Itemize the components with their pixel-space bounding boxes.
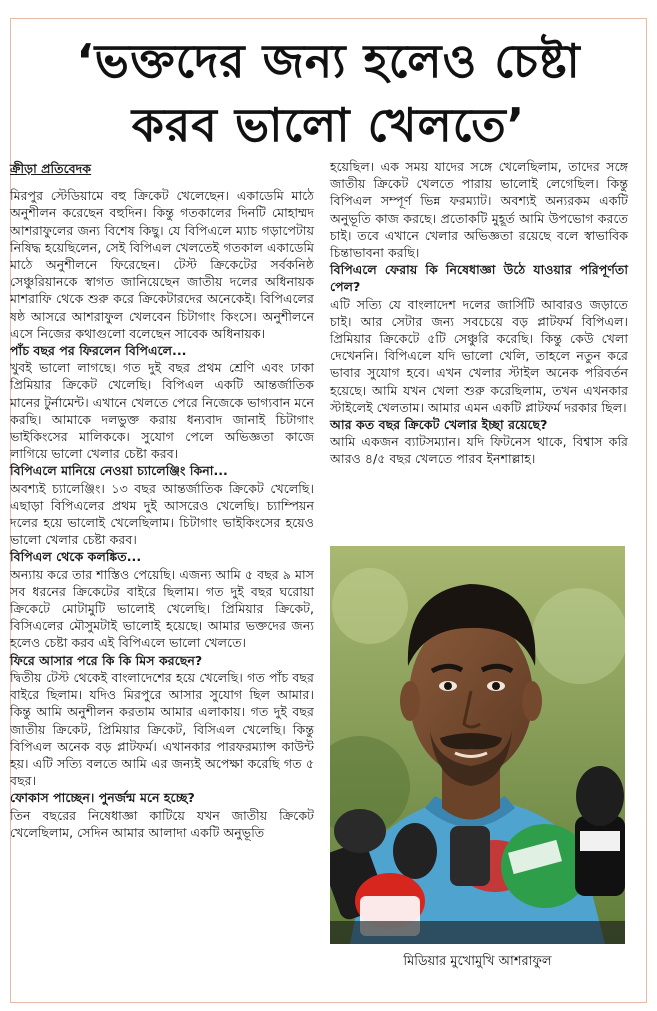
question-2: বিপিএলে মানিয়ে নেওয়া চ্যালেঞ্জিং কিনা... xyxy=(10,463,228,479)
question-1: পাঁচ বছর পর ফিরলেন বিপিএলে... xyxy=(10,343,187,359)
answer-4: দ্বিতীয় টেস্ট থেকেই বাংলাদেশের হয়ে খেলেছি। গত পাঁচ বছর বাইরে ছিলাম। যদিও মিরপুরে আসার সুযোগ ছিল আমার। কিন্তু আমি অনুশীলন করতাম আমার এলাকায়। গত দুই বছর জাতীয় ক্রিকেট, প্রিমিয়ার ক্রিকেট, বিসিএল খেলেছি। কিন্তু বিপিএল অনেক বড় প্লাটফর্ম। এখানকার পারফরম্যান্স কাউন্ট হয়। এটি সত্যি বলতে আমি এর জন্যই অপেক্ষা করেছি গত ৫ বছর। xyxy=(10,669,314,789)
article-column-right xyxy=(330,158,628,468)
player-with-microphones-photo xyxy=(330,546,625,944)
headline-line-1: ‘ভক্তদের জন্য হলেও চেষ্টা xyxy=(76,34,581,88)
answer-3: অন্যায় করে তার শাস্তিও পেয়েছি। এজন্য আমি ৫ বছর ৯ মাস সব ধরনের ক্রিকেটের বাইরে ছিলাম। গত দুই বছর ঘরোয়া ক্রিকেটে মোটামুটি ভালোই খেলেছি। প্রিমিয়ার ক্রিকেট, বিসিএলের মৌসুমটাই ভালোই হয়েছে। আমার ভক্তদের জন্য হলেও চেষ্টা করব এই বিপিএলে ভালো খেলতে। xyxy=(10,566,314,651)
answer-2: অবশ্যই চ্যালেঞ্জিং। ১৩ বছর আন্তর্জাতিক ক্রিকেট খেলেছি। এছাড়া বিপিএলের প্রথম দুই আসরেও খেলেছি। চ্যাম্পিয়ন দলের হয়ে ভালোই খেলেছিলাম। চিটাগাং ভাইকিংসের হয়েও ভালো খেলার চেষ্টা করব। xyxy=(10,480,314,548)
question-6: বিপিএলে ফেরায় কি নিষেধাজ্ঞা উঠে যাওয়ার পরিপূর্ণতা পেল? xyxy=(330,262,628,295)
headline-line-2: করব ভালো খেলতে’ xyxy=(131,98,526,152)
question-7: আর কত বছর ক্রিকেট খেলার ইচ্ছা রয়েছে? xyxy=(330,417,548,433)
photo-caption: মিডিয়ার মুখোমুখি আশরাফুল xyxy=(403,954,552,969)
answer-6: এটি সত্যি যে বাংলাদেশ দলের জার্সিটি আবারও জড়াতে চাই। আর সেটার জন্য সবচেয়ে বড় প্লাটফর্ম বিপিএল। প্রিমিয়ার ক্রিকেটে ৫টি সেঞ্চুরি করেছি। কিন্তু কেউ খেলা দেখেননি। বিপিএলে যদি ভালো খেলি, তাহলে নতুন করে ভাবার সুযোগ হবে। এখন খেলার স্টাইল অনেক পরিবর্তন হয়েছে। আমি যখন খেলা শুরু করেছিলাম, তখন এখনকার স্টাইলেই খেলতাম। আমার এমন একটি প্লাটফর্ম দরকার ছিল। xyxy=(330,296,628,415)
question-5: ফোকাস পাচ্ছেন। পুনর্জন্ম মনে হচ্ছে? xyxy=(10,790,195,806)
answer-7: আমি একজন ব্যাটসম্যান। যদি ফিটনেস থাকে, বিশ্বাস করি আরও ৪/৫ বছর খেলতে পারব ইনশাল্লাহ। xyxy=(330,434,628,467)
intro-paragraph: মিরপুর স্টেডিয়ামে বহু ক্রিকেট খেলেছেন। একাডেমি মাঠে অনুশীলন করেছেন বহুদিন। কিন্তু গতকালের দিনটি মোহাম্মদ আশরাফুলের জন্য বিশেষ কিছু। যে বিপিএলে ম্যাচ গড়াপেটায় নিষিদ্ধ হয়েছিলেন, সেই বিপিএল খেলতেই গতকাল একাডেমি মাঠে অনুশীলনে ফিরেছেন। টেস্ট ক্রিকেটের সর্বকনিষ্ঠ সেঞ্চুরিয়ানকে স্বাগত জানিয়েছেন জাতীয় দলের অধিনায়ক মাশরাফি থেকে শুরু করে ক্রিকেটারদের অনেকেই। বিপিএলের ষষ্ঠ আসরে আশরাফুল খেলবেন চিটাগাং কিংসে। অনুশীলনে এসে নিজের কথাগুলো বলেছেন সাবেক অধিনায়ক। xyxy=(10,188,314,341)
answer-5-part-1: তিন বছরের নিষেধাজ্ঞা কাটিয়ে যখন জাতীয় ক্রিকেট খেলেছিলাম, সেদিন আমার আলাদা একটি অনুভূতি xyxy=(10,807,314,840)
article-column-left xyxy=(10,160,314,841)
photo-illustration xyxy=(330,546,625,944)
question-4: ফিরে আসার পরে কি কি মিস করছেন? xyxy=(10,652,203,668)
headline xyxy=(11,29,646,157)
byline: ক্রীড়া প্রতিবেদক xyxy=(10,161,92,176)
answer-1: খুবই ভালো লাগছে। গত দুই বছর প্রথম শ্রেণি এবং ঢাকা প্রিমিয়ার ক্রিকেট খেলেছি। বিপিএল একটি আন্তর্জাতিক মানের টুর্নামেন্ট। এখানে খেলতে পেরে নিজেকে ভাগ্যবান মনে করছি। আমাকে দলভুক্ত করায় ধন্যবাদ জানাই চিটাগাং ভাইকিংসের মালিককে। সুযোগ পেলে অভিজ্ঞতা কাজে লাগিয়ে ভালো খেলার চেষ্টা করব। xyxy=(10,360,314,462)
question-3: বিপিএল থেকে কলঙ্কিত... xyxy=(10,549,142,565)
answer-5-part-2: হয়েছিল। এক সময় যাদের সঙ্গে খেলেছিলাম, তাদের সঙ্গে জাতীয় ক্রিকেট খেলতে পারায় ভালোই লেগেছিল। কিন্তু বিপিএল সম্পূর্ণ ভিন্ন ফরম্যাট। অবশ্যই অন্যরকম একটি অনুভূতি কাজ করছে। প্রতোকটি মুহূর্ত আমি উপভোগ করতে চাই। তবে এখানে খেলার অভিজ্ঞতা রয়েছে বলে স্বাভাবিক চিন্তাভাবনা করছি। xyxy=(330,159,628,261)
